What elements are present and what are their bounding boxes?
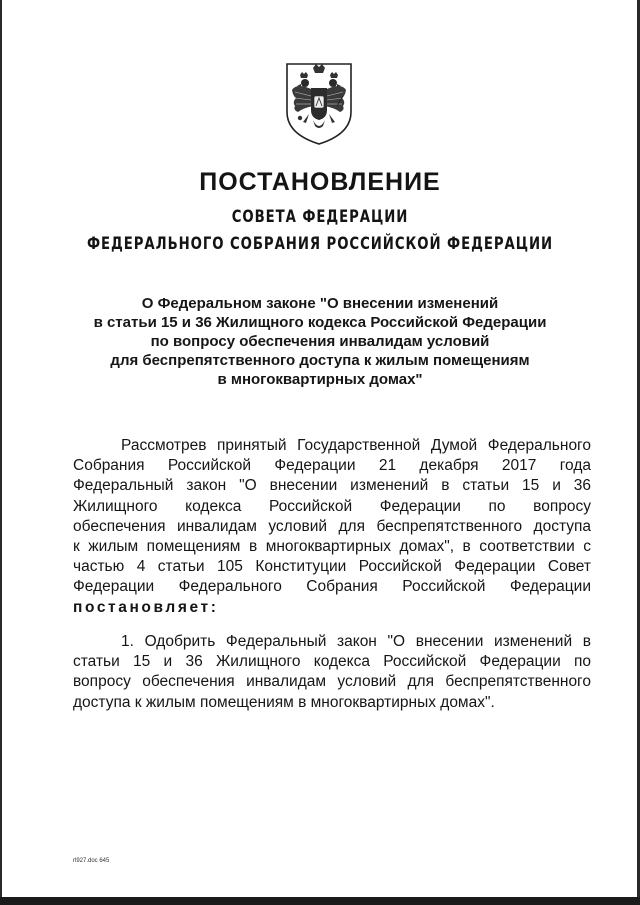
issuer-line-1: СОВЕТА ФЕДЕРАЦИИ xyxy=(231,207,409,227)
heading-line: для беспрепятственного доступа к жилым помещениям xyxy=(110,352,530,369)
document-title: ПОСТАНОВЛЕНИЕ xyxy=(199,168,441,196)
issuer-line-2: ФЕДЕРАЛЬНОГО СОБРАНИЯ РОССИЙСКОЙ ФЕДЕРАЦИИ xyxy=(86,234,554,254)
heading-line: в многоквартирных домах" xyxy=(217,371,423,388)
paragraph-line: Рассмотрев принятый Государственной Думой Федерального xyxy=(121,437,591,454)
document-file-code: rl927.doc 645 xyxy=(73,858,110,864)
paragraph-line: Федеральный закон "О внесении изменений в статьи 15 и 36 xyxy=(73,477,591,495)
resolution-subject-heading xyxy=(60,294,580,389)
paragraph-line: доступа к жилым помещениям в многоквартирных домах". xyxy=(73,693,495,711)
resolution-item-1 xyxy=(73,632,591,713)
heading-line: О Федеральном законе "О внесении изменений xyxy=(141,295,499,312)
preamble-paragraph xyxy=(73,436,591,618)
paragraph-line: вопросу обеспечения инвалидам условий для беспрепятственного xyxy=(73,673,591,691)
paragraph-line: обеспечения инвалидам условий для беспрепятственного доступа xyxy=(73,517,591,535)
paragraph-line: к жилым помещениям в многоквартирных домах", в соответствии с xyxy=(73,538,591,556)
paragraph-line: Жилищного кодекса Российской Федерации по вопросу xyxy=(73,497,591,515)
paragraph-line: частью 4 статьи 105 Конституции Российской Федерации Совет xyxy=(73,558,591,576)
paragraph-line: Собрания Российской Федерации 21 декабря 2017 года xyxy=(73,457,591,475)
resolves-word: постановляет: xyxy=(73,598,219,616)
heading-line: по вопросу обеспечения инвалидам условий xyxy=(150,333,490,350)
heading-line: в статьи 15 и 36 Жилищного кодекса Российской Федерации xyxy=(93,314,547,331)
double-headed-eagle-emblem-icon xyxy=(283,60,355,146)
paragraph-line: статьи 15 и 36 Жилищного кодекса Российской Федерации по xyxy=(73,653,591,671)
paragraph-line: Федерации Федерального Собрания Российской Федерации xyxy=(73,578,591,596)
scan-bottom-edge xyxy=(0,897,640,905)
paragraph-line: 1. Одобрить Федеральный закон "О внесении изменений в xyxy=(121,633,591,650)
